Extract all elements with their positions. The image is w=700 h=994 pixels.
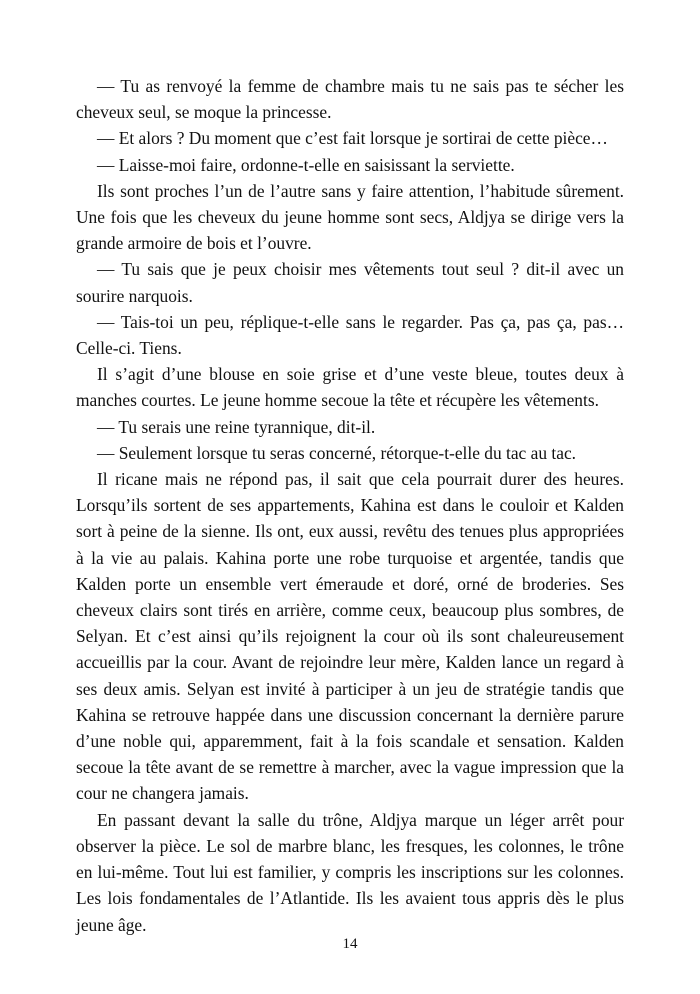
paragraph: Il s’agit d’une blouse en soie grise et d’une veste bleue, toutes deux à manches courtes. Le jeune homme secoue la tête et récupère les vêtements.: [76, 364, 624, 411]
paragraph: — Seulement lorsque tu seras concerné, rétorque-t-elle du tac au tac.: [97, 442, 577, 463]
paragraph: — Tais-toi un peu, réplique-t-elle sans le regarder. Pas ça, pas ça, pas… Celle-ci. Tiens.: [76, 311, 624, 359]
paragraph: — Et alors ? Du moment que c’est fait lorsque je sortirai de cette pièce…: [97, 128, 608, 149]
body-text: [76, 73, 624, 938]
page-number: 14: [342, 936, 358, 952]
paragraph: Ils sont proches l’un de l’autre sans y faire attention, l’habitude sûrement. Une fois que les cheveux du jeune homme sont secs, Aldjya se dirige vers la grande armoire de bois et l’ouvre.: [76, 180, 624, 254]
paragraph: En passant devant la salle du trône, Aldjya marque un léger arrêt pour observer la pièce. Le sol de marbre blanc, les fresques, les colonnes, le trône en lui-même. Tout lui est familier, y compris les inscriptions sur les colonnes. Les lois fondamentales de l’Atlantide. Ils les avaient tous appris dès le plus jeune âge.: [76, 809, 624, 935]
paragraph: — Tu serais une reine tyrannique, dit-il.: [97, 416, 376, 437]
paragraph: — Tu sais que je peux choisir mes vêtements tout seul ? dit-il avec un sourire narquois.: [76, 259, 624, 306]
paragraph: Il ricane mais ne répond pas, il sait que cela pourrait durer des heures. Lorsqu’ils sortent de ses appartements, Kahina est dans le couloir et Kalden sort à peine de la sienne. Ils ont, eux aussi, revêtu des tenues plus appropriées à la vie au palais. Kahina porte une robe turquoise et argentée, tandis que Kalden porte un ensemble vert émeraude et doré, orné de broderies. Ses cheveux clairs sont tirés en arrière, comme ceux, beaucoup plus sombres, de Selyan. Et c’est ainsi qu’ils rejoignent la cour où ils sont chaleureusement accueillis par la cour. Avant de rejoindre leur mère, Kalden lance un regard à ses deux amis. Selyan est invité à participer à un jeu de stratégie tandis que Kahina se retrouve happée dans une discussion concernant la dernière parure d’une noble qui, apparemment, fait à la fois scandale et sensation. Kalden secoue la tête avant de se remettre à marcher, avec la vague impression que la cour ne changera jamais.: [76, 469, 624, 804]
paragraph: — Laisse-moi faire, ordonne-t-elle en saisissant la serviette.: [97, 154, 515, 175]
paragraph: — Tu as renvoyé la femme de chambre mais tu ne sais pas te sécher les cheveux seul, se moque la princesse.: [76, 76, 624, 123]
